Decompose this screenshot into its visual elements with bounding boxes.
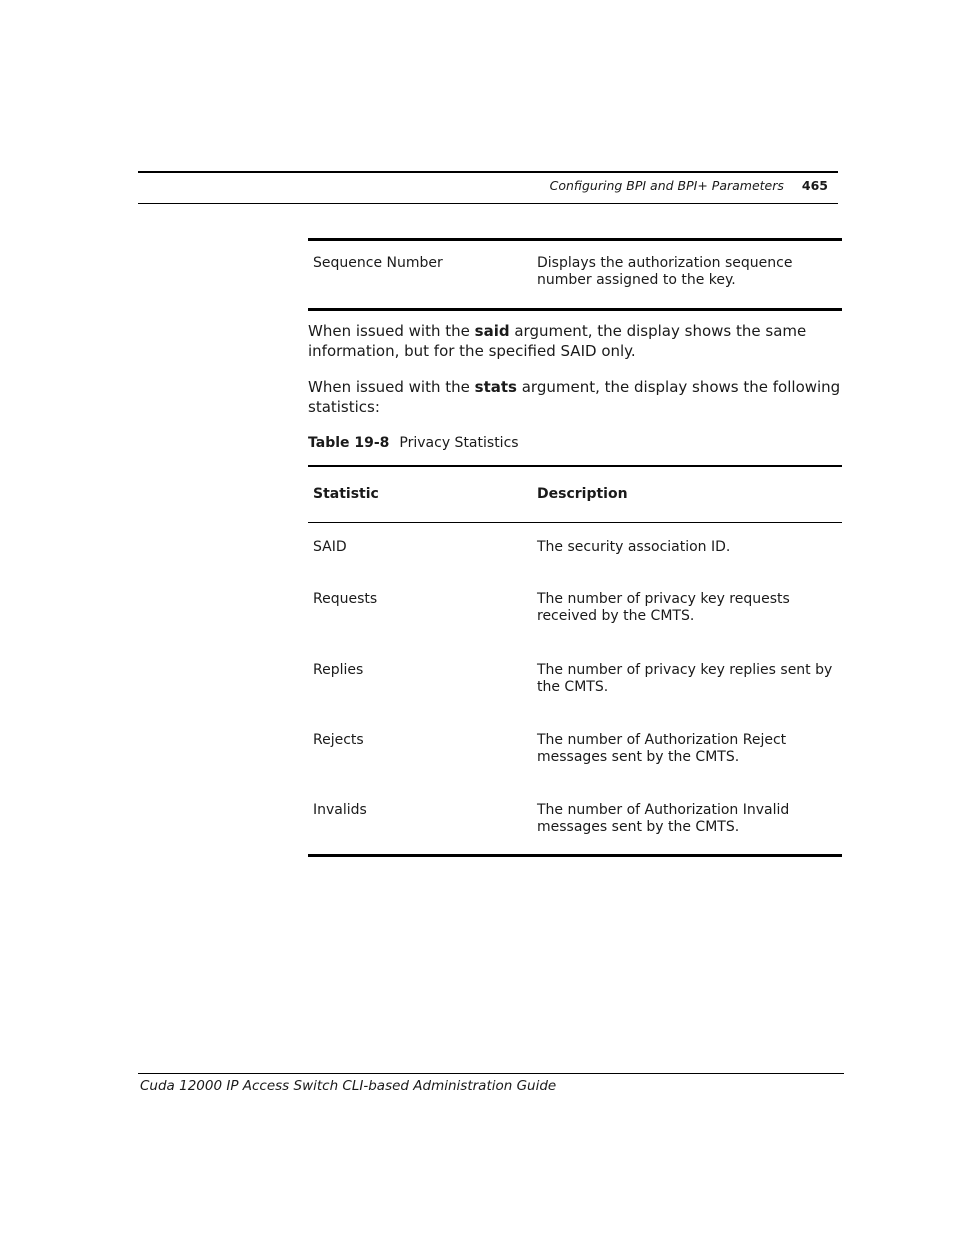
table-row-statistic: Invalids bbox=[313, 802, 367, 818]
table-header-rule bbox=[308, 522, 842, 523]
table-bottom-rule bbox=[308, 854, 842, 857]
continued-table-bottom-rule bbox=[308, 308, 842, 311]
said-paragraph bbox=[308, 322, 842, 361]
stats-paragraph-text-after: argument, the display shows the following statistics: bbox=[308, 378, 841, 416]
table-header-statistic: Statistic bbox=[313, 486, 379, 502]
table-row-description: The number of privacy key requests received by the CMTS. bbox=[537, 591, 790, 624]
said-paragraph-text-after: argument, the display shows the same information, but for the specified SAID only. bbox=[308, 322, 807, 360]
header-top-rule bbox=[138, 171, 838, 173]
table-top-rule bbox=[308, 465, 842, 467]
continued-table-top-rule bbox=[308, 238, 842, 241]
footer-rule bbox=[138, 1073, 844, 1074]
table-caption bbox=[308, 435, 519, 451]
table-row-description: The number of privacy key replies sent by the CMTS. bbox=[537, 662, 833, 695]
table-row-description: The security association ID. bbox=[537, 539, 731, 555]
said-paragraph-text-before: When issued with the bbox=[308, 322, 475, 340]
page-number: 465 bbox=[801, 178, 828, 193]
table-row-description: The number of Authorization Invalid messages sent by the CMTS. bbox=[537, 802, 790, 835]
stats-paragraph-text-before: When issued with the bbox=[308, 378, 475, 396]
header-bottom-rule bbox=[138, 203, 838, 204]
table-caption-title: Privacy Statistics bbox=[399, 435, 519, 451]
said-keyword: said bbox=[474, 322, 510, 340]
table-header-description: Description bbox=[537, 486, 628, 502]
running-header bbox=[138, 178, 828, 193]
table-row-statistic: Replies bbox=[313, 662, 364, 678]
table-caption-label: Table 19-8 bbox=[308, 435, 390, 451]
header-title: Configuring BPI and BPI+ Parameters bbox=[549, 178, 784, 193]
stats-paragraph bbox=[308, 378, 842, 417]
footer-title: Cuda 12000 IP Access Switch CLI-based Administration Guide bbox=[140, 1078, 557, 1094]
continued-row-term: Sequence Number bbox=[313, 255, 443, 271]
table-row-description: The number of Authorization Reject messages sent by the CMTS. bbox=[537, 732, 787, 765]
table-row-statistic: Requests bbox=[313, 591, 378, 607]
stats-keyword: stats bbox=[474, 378, 517, 396]
table-row-statistic: SAID bbox=[313, 539, 347, 555]
continued-row-description: Displays the authorization sequence number assigned to the key. bbox=[537, 255, 793, 288]
table-row-statistic: Rejects bbox=[313, 732, 364, 748]
